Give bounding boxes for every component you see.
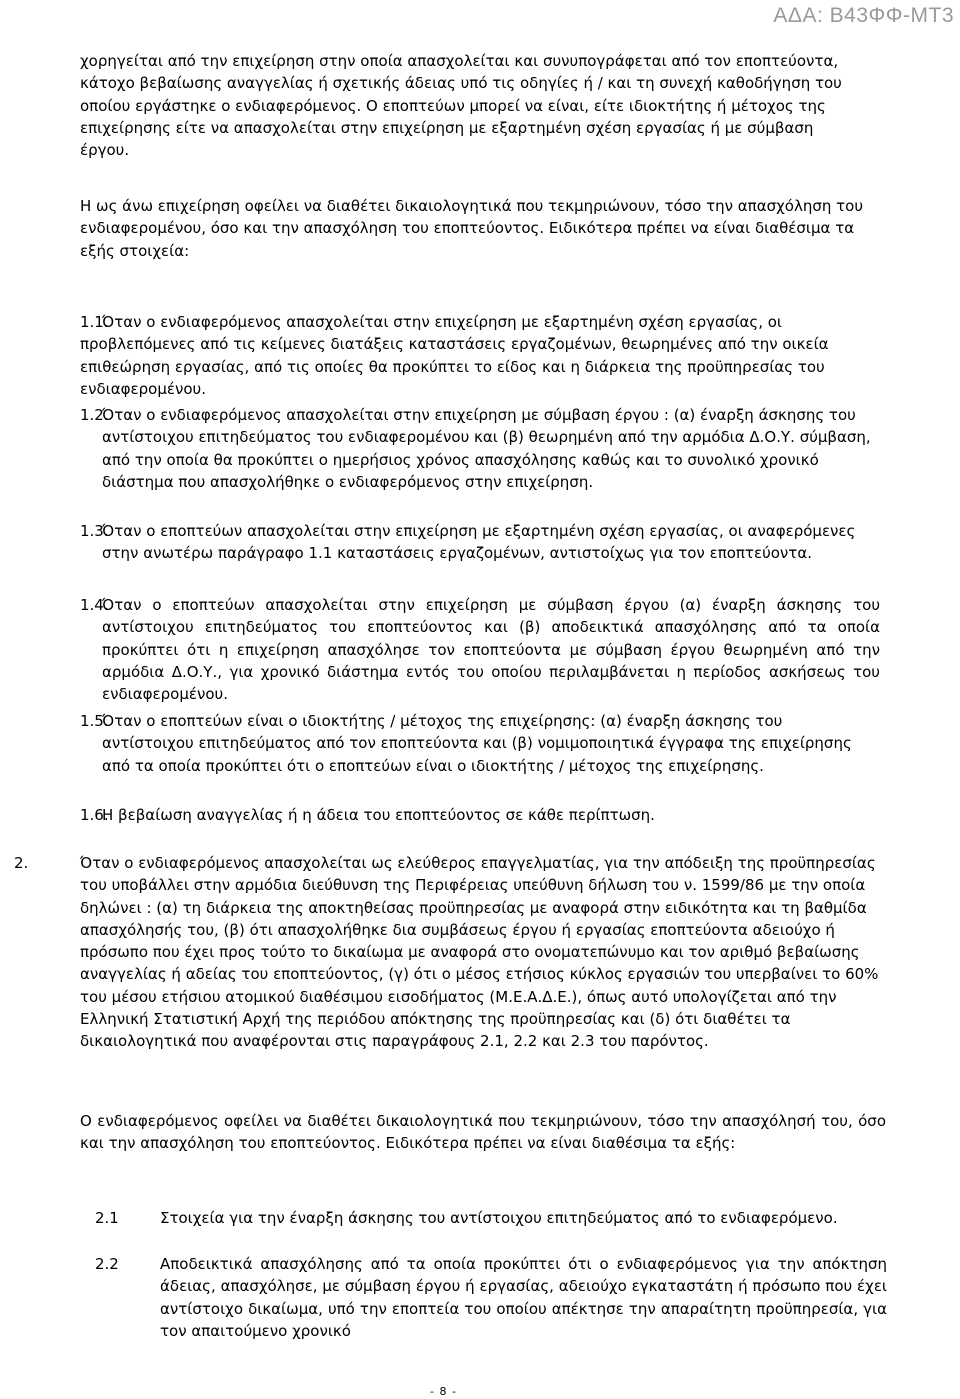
list-item-text: Όταν ο εποπτεύων είναι ο ιδιοκτήτης / μέτοχος της επιχείρησης: (α) έναρξη άσκησης του αντίστοιχου επιτηδεύματος από τον εποπτεύοντα και (β) νομιμοποιητικά έγγραφα της επιχείρησης από τα οποία προκύπτει ότι ο εποπτεύων είναι ο ιδιοκτήτης / μέτοχος της επιχείρησης. bbox=[102, 712, 852, 775]
list-item-number: 1.3. bbox=[80, 522, 109, 540]
list-item bbox=[80, 710, 870, 777]
section-2-number: 2. bbox=[14, 854, 29, 872]
list-item-text: Όταν ο εποπτεύων απασχολείται στην επιχείρηση με σύμβαση έργου (α) έναρξη άσκησης του αντίστοιχου επιτηδεύματος του εποπτεύοντος και (β) αποδεικτικά απασχόλησης από τα οποία προκύπτει ότι η επιχείρηση απασχόλησε τον εποπτεύοντα με σύμβαση έργου θεωρημένη από την αρμόδια Δ.Ο.Υ., για χρονικό διάστημα εντός του οποίου περιλαμβάνεται η περίοδος ασκήσεως του ενδιαφερομένου. bbox=[102, 596, 880, 704]
list-item bbox=[80, 311, 885, 400]
list-item-text: Η βεβαίωση αναγγελίας ή η άδεια του εποπτεύοντος σε κάθε περίπτωση. bbox=[102, 806, 655, 824]
document-code: ΑΔΑ: Β43ΦΦ-ΜΤ3 bbox=[773, 4, 954, 27]
list-item-text: Όταν ο ενδιαφερόμενος απασχολείται στην επιχείρηση με εξαρτημένη σχέση εργασίας, οι προβλεπόμενες από τις κείμενες διατάξεις καταστάσεις εργαζομένων, θεωρημένες από την οικεία επιθεώρηση εργασίας, από τις οποίες θα προκύπτει το είδος και η διάρκεια της προϋπηρεσίας του ενδιαφερομένου. bbox=[80, 313, 829, 398]
list-item bbox=[80, 404, 880, 493]
list-item-number: 2.2 bbox=[95, 1255, 119, 1273]
list-item-text: Στοιχεία για την έναρξη άσκησης του αντίστοιχου επιτηδεύματος από το ενδιαφερόμενο. bbox=[160, 1209, 838, 1227]
list-item-number: 1.4. bbox=[80, 596, 109, 614]
list-item-number: 1.2. bbox=[80, 406, 109, 424]
list-item-number: 1.6. bbox=[80, 806, 109, 824]
list-item bbox=[80, 804, 880, 826]
page-number: - 8 - bbox=[430, 1385, 457, 1398]
section-2 bbox=[14, 852, 894, 1053]
section-2-text: Όταν ο ενδιαφερόμενος απασχολείται ως ελεύθερος επαγγελματίας, για την απόδειξη της προϋπηρεσίας του υποβάλλει στην αρμόδια διεύθυνση της Περιφέρειας υπεύθυνη δήλωση του ν. 1599/86 με την οποία δηλώνει : (α) τη διάρκεια της αποκτηθείσας προϋπηρεσίας με αναφορά στην ειδικότητα και τη βαθμίδα απασχόλησής του, (β) ότι απασχολήθηκε δια συμβάσεως έργου ή εργασίας εποπτεύοντα αδειούχο ή πρόσωπο που έχει προς τούτο το δικαίωμα με αναφορά στο ονοματεπώνυμο και τον αριθμό βεβαίωσης αναγγελίας ή αδείας του εποπτεύοντος, (γ) ότι ο μέσος ετήσιος κύκλος εργασιών του υπερβαίνει το 60% του μέσου ετήσιου ατομικού διαθέσιμου εισοδήματος (Μ.Ε.Α.Δ.Ε.), όπως αυτό υπολογίζεται από την Ελληνική Στατιστική Αρχή της περιόδου απόκτησης της προϋπηρεσίας και (δ) ότι διαθέτει τα δικαιολογητικά που αναφέρονται στις παραγράφους 2.1, 2.2 και 2.3 του παρόντος. bbox=[80, 854, 879, 1051]
list-item-number: 1.1. bbox=[80, 313, 109, 331]
intro-paragraph-1: χορηγείται από την επιχείρηση στην οποία απασχολείται και συνυπογράφεται από τον εποπτεύοντα, κάτοχο βεβαίωσης αναγγελίας ή σχετικής άδειας υπό τις οδηγίες ή / και τη συνεχή καθοδήγηση του οποίου εργάστηκε ο ενδιαφερόμενος. Ο εποπτεύων μπορεί να είναι, είτε ιδιοκτήτης ή μέτοχος της επιχείρησης είτε να απασχολείται στην επιχείρηση με εξαρτημένη σχέση εργασίας ή με σύμβαση έργου. bbox=[80, 52, 842, 160]
list-item bbox=[80, 520, 880, 565]
list-item-number: 1.5. bbox=[80, 712, 109, 730]
list-item-text: Αποδεικτικά απασχόλησης από τα οποία προκύπτει ότι ο ενδιαφερόμενος για την απόκτηση άδειας, απασχόλησε, με σύμβαση έργου ή εργασίας, αδειούχο εγκαταστάτη ή πρόσωπο που έχει αντίστοιχο δικαίωμα, υπό την εποπτεία του οποίου απέκτησε την απαραίτητη προϋπηρεσία, για τον απαιτούμενο χρονικό bbox=[160, 1255, 887, 1340]
list-item bbox=[80, 594, 880, 705]
list-item bbox=[95, 1253, 887, 1342]
list-item bbox=[95, 1207, 887, 1229]
list-item-number: 2.1 bbox=[95, 1209, 119, 1227]
intro-paragraph-2: Η ως άνω επιχείρηση οφείλει να διαθέτει δικαιολογητικά που τεκμηριώνουν, τόσο την απασχόληση του ενδιαφερομένου, όσο και την απασχόληση του εποπτεύοντος. Ειδικότερα πρέπει να είναι διαθέσιμα τα εξής στοιχεία: bbox=[80, 197, 863, 260]
section-2-paragraph: Ο ενδιαφερόμενος οφείλει να διαθέτει δικαιολογητικά που τεκμηριώνουν, τόσο την απασχόλησή του, όσο και την απασχόληση του εποπτεύοντος. Ειδικότερα πρέπει να είναι διαθέσιμα τα εξής: bbox=[80, 1112, 886, 1153]
list-item-text: Όταν ο εποπτεύων απασχολείται στην επιχείρηση με εξαρτημένη σχέση εργασίας, οι αναφερόμενες στην ανωτέρω παράγραφο 1.1 καταστάσεις εργαζομένων, αντιστοίχως για τον εποπτεύοντα. bbox=[102, 522, 856, 563]
list-item-text: Όταν ο ενδιαφερόμενος απασχολείται στην επιχείρηση με σύμβαση έργου : (α) έναρξη άσκησης του αντίστοιχου επιτηδεύματος του ενδιαφερομένου και (β) θεωρημένη από την αρμόδια Δ.Ο.Υ. σύμβαση, από την οποία θα προκύπτει ο ημερήσιος χρόνος απασχόλησης καθώς και το συνολικό χρονικό διάστημα που απασχολήθηκε ο ενδιαφερόμενος στην επιχείρηση. bbox=[102, 406, 871, 491]
